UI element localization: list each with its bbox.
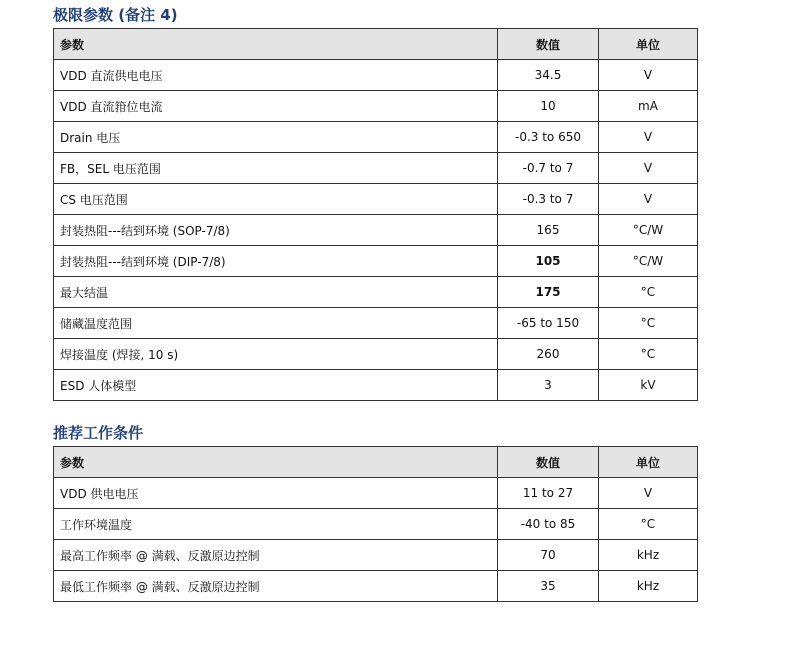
param-cell: FB，SEL 电压范围 [54,153,498,184]
table-row [54,153,698,184]
param-cell: ESD 人体模型 [54,370,498,401]
table-header-row [54,447,698,478]
unit-cell: kV [599,370,698,401]
header-unit: 单位 [599,29,698,60]
table-row [54,308,698,339]
param-cell: 焊接温度 (焊接, 10 s) [54,339,498,370]
param-cell: 最低工作频率 @ 满载、反激原边控制 [54,571,498,602]
table-row [54,509,698,540]
unit-cell: V [599,153,698,184]
recommended-title: 推荐工作条件 [53,424,144,442]
param-cell: 封装热阻---结到环境 (DIP-7/8) [54,246,498,277]
abs-max-table [53,28,698,401]
param-cell: 最大结温 [54,277,498,308]
table-row [54,215,698,246]
header-value: 数值 [498,29,599,60]
value-cell: -0.3 to 650 [498,122,599,153]
table-row [54,540,698,571]
header-unit: 单位 [599,447,698,478]
param-cell: 工作环境温度 [54,509,498,540]
recommended-section [53,420,697,602]
table-row [54,478,698,509]
abs-max-title: 极限参数 (备注 4) [53,6,178,24]
value-cell: 10 [498,91,599,122]
param-cell: Drain 电压 [54,122,498,153]
unit-cell: kHz [599,571,698,602]
param-cell: VDD 直流供电电压 [54,60,498,91]
value-cell: 70 [498,540,599,571]
unit-cell: °C/W [599,246,698,277]
value-cell: -65 to 150 [498,308,599,339]
table-header-row [54,29,698,60]
value-cell: 34.5 [498,60,599,91]
table-row [54,339,698,370]
unit-cell: V [599,122,698,153]
value-cell: 11 to 27 [498,478,599,509]
param-cell: VDD 供电电压 [54,478,498,509]
unit-cell: V [599,184,698,215]
value-cell: 35 [498,571,599,602]
table-row [54,60,698,91]
unit-cell: mA [599,91,698,122]
param-cell: CS 电压范围 [54,184,498,215]
param-cell: 最高工作频率 @ 满载、反激原边控制 [54,540,498,571]
unit-cell: kHz [599,540,698,571]
header-param: 参数 [54,29,498,60]
table-row [54,277,698,308]
value-cell: 105 [498,246,599,277]
unit-cell: °C [599,339,698,370]
unit-cell: V [599,478,698,509]
header-value: 数值 [498,447,599,478]
param-cell: 封装热阻---结到环境 (SOP-7/8) [54,215,498,246]
table-row [54,184,698,215]
value-cell: 175 [498,277,599,308]
value-cell: 260 [498,339,599,370]
table-row [54,370,698,401]
value-cell: 165 [498,215,599,246]
param-cell: VDD 直流箝位电流 [54,91,498,122]
header-param: 参数 [54,447,498,478]
unit-cell: V [599,60,698,91]
value-cell: 3 [498,370,599,401]
abs-max-section [53,2,697,401]
table-row [54,122,698,153]
value-cell: -40 to 85 [498,509,599,540]
param-cell: 储藏温度范围 [54,308,498,339]
table-row [54,91,698,122]
table-row [54,571,698,602]
unit-cell: °C [599,308,698,339]
table-row [54,246,698,277]
recommended-table [53,446,698,602]
unit-cell: °C [599,277,698,308]
unit-cell: °C/W [599,215,698,246]
value-cell: -0.3 to 7 [498,184,599,215]
value-cell: -0.7 to 7 [498,153,599,184]
unit-cell: °C [599,509,698,540]
